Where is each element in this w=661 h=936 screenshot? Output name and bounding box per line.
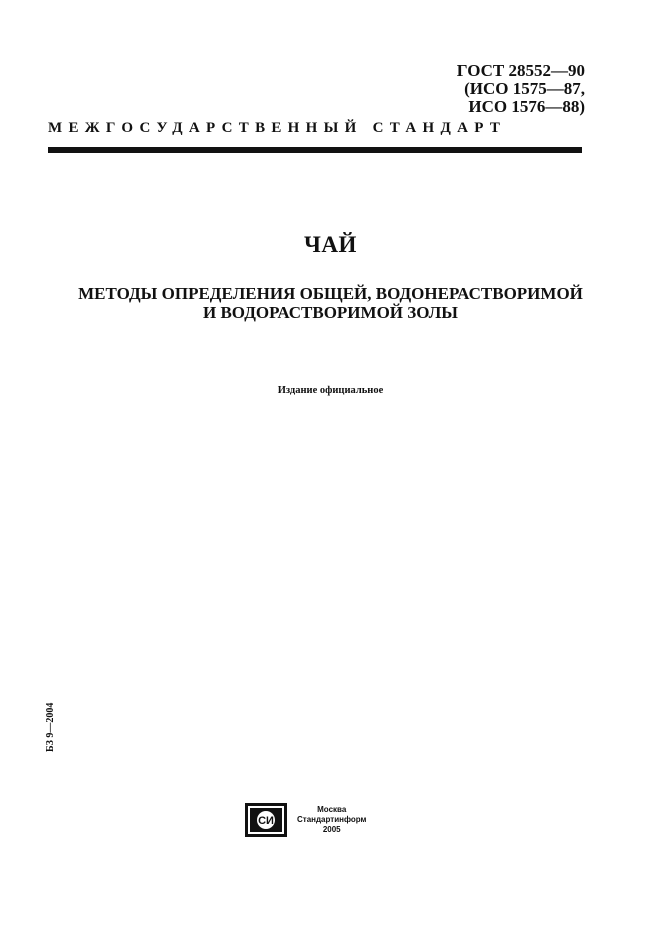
standard-type-heading: МЕЖГОСУДАРСТВЕННЫЙ СТАНДАРТ xyxy=(48,120,507,136)
publisher-text xyxy=(297,805,366,835)
document-subtitle xyxy=(0,284,661,322)
gost-number: ГОСТ 28552—90 xyxy=(456,61,585,80)
logo-text: СИ xyxy=(258,815,274,827)
header-divider xyxy=(48,147,582,153)
subtitle-line-1: МЕТОДЫ ОПРЕДЕЛЕНИЯ ОБЩЕЙ, ВОДОНЕРАСТВОРИМОЙ xyxy=(78,284,583,303)
publisher-name: Стандартинформ xyxy=(297,815,367,824)
side-code: БЗ 9—2004 xyxy=(45,702,56,752)
edition-note: Издание официальное xyxy=(277,385,384,396)
subtitle-line-2: И ВОДОРАСТВОРИМОЙ ЗОЛЫ xyxy=(203,303,458,322)
gost-designation xyxy=(457,62,585,116)
document-title: ЧАЙ xyxy=(304,232,357,257)
publisher-block xyxy=(245,803,366,837)
publisher-city: Москва xyxy=(317,805,347,814)
iso-reference-1: (ИСО 1575—87, xyxy=(464,79,585,98)
standartinform-logo-icon xyxy=(245,803,287,837)
publisher-year: 2005 xyxy=(322,825,341,834)
iso-reference-2: ИСО 1576—88) xyxy=(468,97,585,116)
